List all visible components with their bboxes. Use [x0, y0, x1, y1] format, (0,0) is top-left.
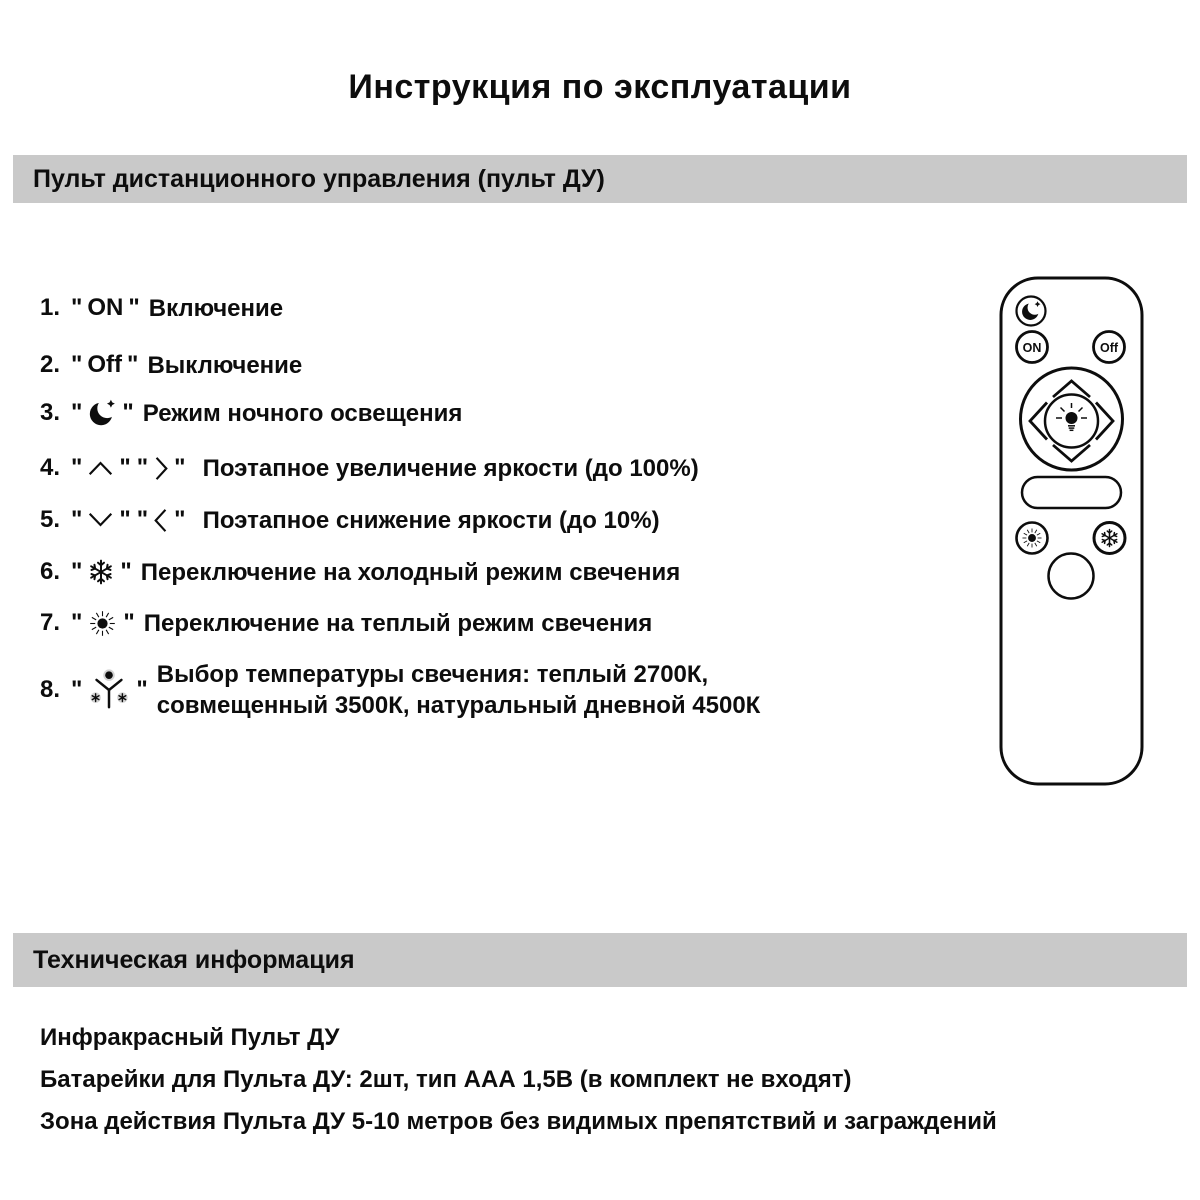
- item-symbol-group: [70, 294, 141, 322]
- tech-info: [40, 1017, 997, 1143]
- quote-mark: ": [71, 609, 83, 636]
- item-symbol-group: [70, 608, 136, 639]
- item-description: Поэтапное снижение яркости (до 10%): [202, 506, 660, 534]
- remote-drawing: [999, 276, 1144, 786]
- chevron-left-icon: [153, 507, 169, 534]
- chevron-up-icon: [87, 459, 114, 477]
- quote-mark: ": [71, 351, 83, 378]
- quote-mark: ": [122, 399, 134, 426]
- quote-mark: ": [71, 399, 83, 426]
- item-description: Выбор температуры свечения: теплый 2700К, совмещенный 3500К, натуральный дневной 4500К: [156, 661, 761, 719]
- quote-mark: ": [119, 454, 131, 481]
- cct-select-icon: [87, 668, 131, 712]
- section-header-tech-label: Техническая информация: [33, 945, 355, 974]
- item-description: Переключение на холодный режим свечения: [140, 558, 681, 586]
- instruction-item: [40, 494, 660, 546]
- tech-line-remote-type: Инфракрасный Пульт ДУ: [40, 1024, 340, 1051]
- remote-cold-mode-button: [1094, 523, 1125, 554]
- item-description: Поэтапное увеличение яркости (до 100%): [202, 454, 699, 482]
- quote-mark: ": [127, 351, 139, 378]
- section-header-tech: [13, 933, 1187, 987]
- item-symbol-group: [70, 558, 133, 586]
- remote-warm-mode-button: [1017, 523, 1048, 554]
- instruction-item: [40, 597, 652, 649]
- remote-on-label: ON: [1022, 341, 1042, 355]
- instruction-item: [40, 659, 760, 721]
- remote-pill-button: [1022, 477, 1121, 508]
- remote-round-button: [1049, 554, 1094, 599]
- item-symbol-group: [70, 454, 187, 482]
- button-label: ON: [87, 294, 124, 321]
- item-symbol-group: [70, 506, 187, 534]
- chevron-right-icon: [153, 455, 169, 482]
- item-number: 3.: [40, 399, 61, 426]
- quote-mark: ": [71, 558, 83, 585]
- section-header-remote: [13, 155, 1187, 203]
- item-symbol-group: [70, 398, 135, 428]
- item-number: 2.: [40, 351, 61, 378]
- quote-mark: ": [119, 506, 131, 533]
- moon-star-icon: [87, 398, 117, 428]
- quote-mark: ": [174, 506, 186, 533]
- quote-mark: ": [71, 294, 83, 321]
- quote-mark: ": [123, 609, 135, 636]
- item-description: Переключение на теплый режим свечения: [143, 609, 653, 637]
- quote-mark: ": [71, 454, 83, 481]
- quote-mark: ": [71, 676, 83, 703]
- instruction-item: [40, 387, 462, 439]
- page-title: Инструкция по эксплуатации: [348, 68, 852, 106]
- quote-mark: ": [174, 454, 186, 481]
- instruction-item: [40, 282, 283, 334]
- item-number: 8.: [40, 676, 61, 703]
- chevron-down-icon: [87, 511, 114, 529]
- item-description: Включение: [148, 294, 284, 322]
- quote-mark: ": [128, 294, 140, 321]
- quote-mark: ": [136, 454, 149, 481]
- tech-line-batteries: Батарейки для Пульта ДУ: 2шт, тип ААА 1,5В (в комплект не входят): [40, 1066, 852, 1093]
- snowflake-icon: [87, 558, 115, 586]
- instruction-item: [40, 546, 680, 598]
- remote-on-button: [1017, 332, 1048, 363]
- item-symbol-group: [70, 668, 149, 712]
- item-number: 7.: [40, 609, 61, 636]
- remote-off-label: Off: [1099, 341, 1119, 355]
- sun-warm-icon: [87, 608, 118, 639]
- item-description: Выключение: [147, 351, 303, 379]
- tech-line-range: Зона действия Пульта ДУ 5-10 метров без видимых препятствий и заграждений: [40, 1108, 997, 1135]
- item-number: 5.: [40, 506, 61, 533]
- quote-mark: ": [136, 506, 149, 533]
- quote-mark: ": [120, 558, 132, 585]
- remote-off-button: [1094, 332, 1125, 363]
- item-description: Режим ночного освещения: [142, 399, 463, 427]
- instruction-item: [40, 442, 699, 494]
- quote-mark: ": [71, 506, 83, 533]
- item-number: 1.: [40, 294, 61, 321]
- item-number: 4.: [40, 454, 61, 481]
- remote-night-mode-button: [1017, 297, 1046, 326]
- quote-mark: ": [136, 676, 148, 703]
- item-number: 6.: [40, 558, 61, 585]
- button-label: Off: [87, 351, 123, 378]
- remote-illustration: [999, 276, 1144, 786]
- instruction-item: [40, 339, 302, 391]
- section-header-remote-label: Пульт дистанционного управления (пульт ДУ): [33, 164, 605, 193]
- item-symbol-group: [70, 351, 139, 379]
